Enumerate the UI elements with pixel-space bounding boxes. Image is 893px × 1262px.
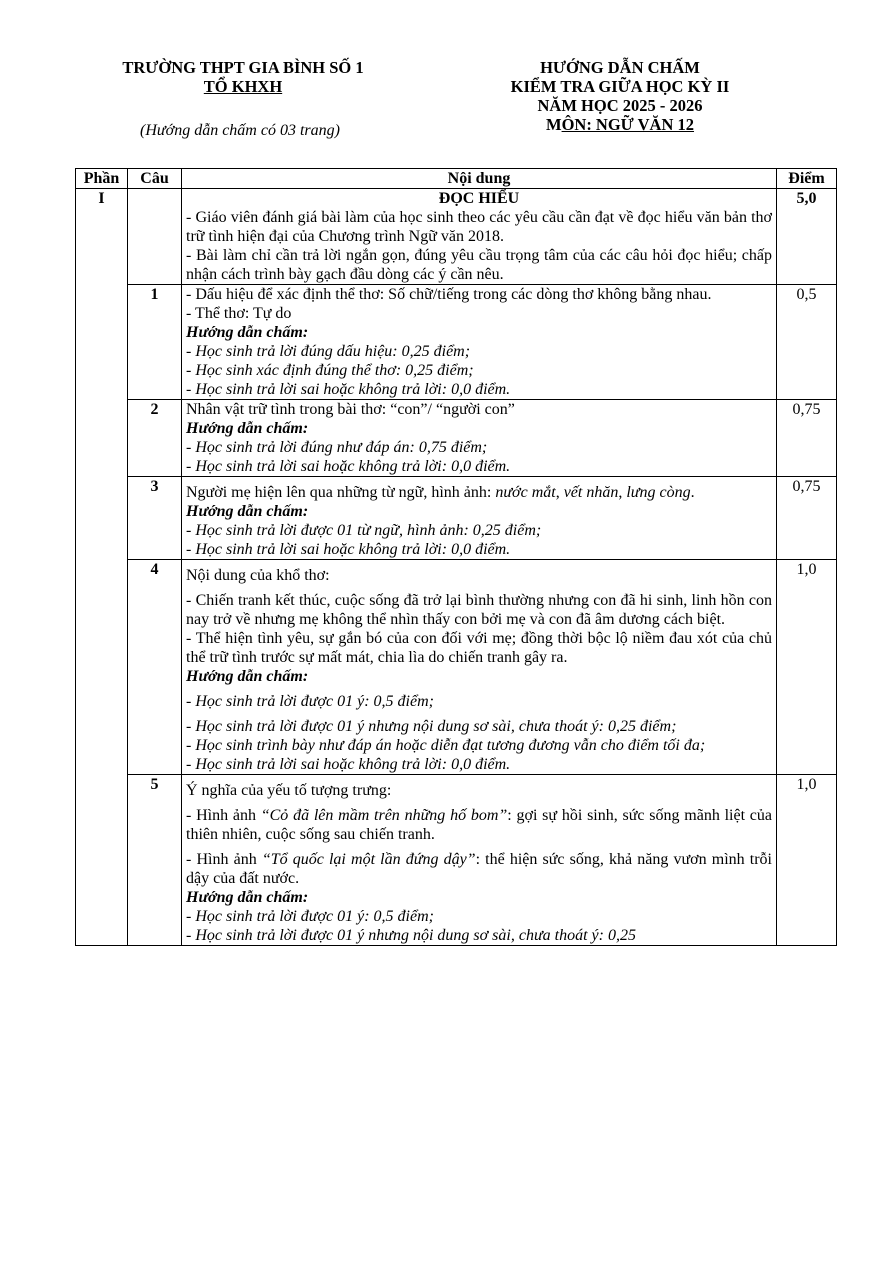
header-diem: Điểm — [777, 169, 837, 189]
header-noidung: Nội dung — [182, 169, 777, 189]
answer-term: lưng còng — [626, 484, 691, 501]
question-content — [182, 400, 777, 477]
answer-line — [186, 850, 772, 888]
guide-line: - Học sinh trả lời được 01 ý: 0,5 điểm; — [186, 908, 434, 925]
guide-label: Hướng dẫn chấm: — [186, 889, 309, 906]
answer-quote: “Cỏ đã lên mầm trên những hố bom” — [260, 807, 508, 824]
grading-table — [75, 168, 837, 946]
answer-line — [186, 483, 772, 502]
answer-text: - Hình ảnh — [186, 807, 261, 824]
question-number: 4 — [128, 560, 182, 775]
answer-line: Nhân vật trữ tình trong bài thơ: “con”/ “người con” — [186, 401, 515, 418]
table-header-row — [76, 169, 837, 189]
answer-separator: , — [555, 484, 564, 501]
question-number: 5 — [128, 775, 182, 946]
guide-line: - Học sinh trả lời được 01 ý nhưng nội dung sơ sài, chưa thoát ý: 0,25 điểm; — [186, 718, 677, 735]
subject-prefix: M — [545, 115, 562, 134]
header-phan: Phần — [76, 169, 128, 189]
guide-line: - Học sinh trả lời sai hoặc không trả lời: 0,0 điểm. — [186, 756, 511, 773]
answer-line: Ý nghĩa của yếu tố tượng trưng: — [186, 782, 392, 799]
question-content — [182, 560, 777, 775]
answer-separator: , — [618, 484, 627, 501]
answer-line — [186, 806, 772, 844]
subject — [455, 115, 785, 134]
guide-line: - Học sinh xác định đúng thể thơ: 0,25 điểm; — [186, 362, 474, 379]
question-number: 3 — [128, 477, 182, 560]
subject-rest: ÔN: NGỮ VĂN 12 — [561, 115, 695, 134]
answer-line: - Dấu hiệu để xác định thể thơ: Số chữ/tiếng trong các dòng thơ không bằng nhau. — [186, 286, 712, 303]
guide-label: Hướng dẫn chấm: — [186, 420, 309, 437]
question-score: 1,0 — [777, 775, 837, 946]
table-row — [76, 477, 837, 560]
answer-line: - Thể thơ: Tự do — [186, 305, 292, 322]
guide-line: - Học sinh trả lời sai hoặc không trả lời: 0,0 điểm. — [186, 458, 511, 475]
answer-text: : gợi sự hồi sinh, sức sống mãnh liệt của thiên nhiên, cuộc sống sau chiến tranh. — [186, 807, 772, 843]
header-cau: Câu — [128, 169, 182, 189]
table-row — [76, 400, 837, 477]
guide-line: - Học sinh trả lời được 01 ý nhưng nội dung sơ sài, chưa thoát ý: 0,25 — [186, 927, 636, 944]
page-count-note: (Hướng dẫn chấm có 03 trang) — [140, 122, 340, 139]
guide-label: Hướng dẫn chấm: — [186, 324, 309, 341]
exam-name: KIỂM TRA GIỮA HỌC KỲ II — [510, 77, 730, 96]
section-title: ĐỌC HIỂU — [438, 190, 520, 207]
table-row — [76, 560, 837, 775]
table-row — [76, 285, 837, 400]
question-content — [182, 775, 777, 946]
section-score: 5,0 — [777, 189, 837, 285]
question-score: 0,75 — [777, 400, 837, 477]
answer-text: : thể hiện sức sống, khả năng vươn mình trỗi dậy của đất nước. — [186, 851, 772, 887]
table-row — [76, 189, 837, 285]
guide-line: - Học sinh trả lời đúng như đáp án: 0,75 điểm; — [186, 439, 488, 456]
doc-title: HƯỚNG DẪN CHẤM — [540, 58, 700, 77]
guide-line: - Học sinh trả lời sai hoặc không trả lời: 0,0 điểm. — [186, 381, 511, 398]
guide-line: - Học sinh trả lời đúng dấu hiệu: 0,25 điểm; — [186, 343, 471, 360]
question-number: 1 — [128, 285, 182, 400]
question-score: 0,75 — [777, 477, 837, 560]
group-name: TỔ KHXH — [203, 77, 283, 96]
table-row — [76, 775, 837, 946]
intro-line: - Giáo viên đánh giá bài làm của học sinh theo các yêu cầu cần đạt về đọc hiểu văn bản thơ trữ tình hiện đại của Chương trình Ngữ văn 2018. — [186, 209, 772, 245]
question-score: 1,0 — [777, 560, 837, 775]
question-content — [182, 477, 777, 560]
answer-line: - Thể hiện tình yêu, sự gắn bó của con đối với mẹ; đồng thời bộc lộ niềm đau xót của chủ thể trữ tình trước sự mất mát, chia lìa do chiến tranh gây ra. — [186, 630, 772, 666]
question-number: 2 — [128, 400, 182, 477]
guide-line: - Học sinh trả lời được 01 từ ngữ, hình ảnh: 0,25 điểm; — [186, 522, 542, 539]
answer-text: Người mẹ hiện lên qua những từ ngữ, hình ảnh: — [186, 484, 496, 501]
section-content — [182, 189, 777, 285]
school-name: TRƯỜNG THPT GIA BÌNH SỐ 1 — [122, 58, 364, 77]
answer-term: nước mắt — [495, 484, 556, 501]
answer-end: . — [690, 484, 695, 501]
guide-line: - Học sinh trả lời sai hoặc không trả lời: 0,0 điểm. — [186, 541, 511, 558]
answer-text: - Hình ảnh — [186, 851, 262, 868]
header-right — [455, 58, 785, 134]
question-score: 0,5 — [777, 285, 837, 400]
answer-quote: “Tổ quốc lại một lần đứng dậy” — [261, 851, 476, 868]
answer-line: Nội dung của khổ thơ: — [186, 567, 330, 584]
header-left — [78, 58, 408, 96]
guide-line: - Học sinh trình bày như đáp án hoặc diễn đạt tương đương vẫn cho điểm tối đa; — [186, 737, 706, 754]
question-content — [182, 285, 777, 400]
answer-line: - Chiến tranh kết thúc, cuộc sống đã trở lại bình thường nhưng con đã hi sinh, linh hồn con nay trở về nhưng mẹ không thể nhìn thấy con bởi mẹ và con đã âm dương cách biệt. — [186, 592, 772, 628]
answer-term: vết nhăn — [563, 484, 619, 501]
guide-label: Hướng dẫn chấm: — [186, 503, 309, 520]
intro-line: - Bài làm chỉ cần trả lời ngắn gọn, đúng yêu cầu trọng tâm của các câu hỏi đọc hiểu; chấp nhận cách trình bày gạch đầu dòng các ý cần nêu. — [186, 247, 772, 283]
section-number: I — [76, 189, 128, 946]
school-year: NĂM HỌC 2025 - 2026 — [537, 96, 703, 115]
guide-label: Hướng dẫn chấm: — [186, 668, 309, 685]
guide-line: - Học sinh trả lời được 01 ý: 0,5 điểm; — [186, 693, 434, 710]
